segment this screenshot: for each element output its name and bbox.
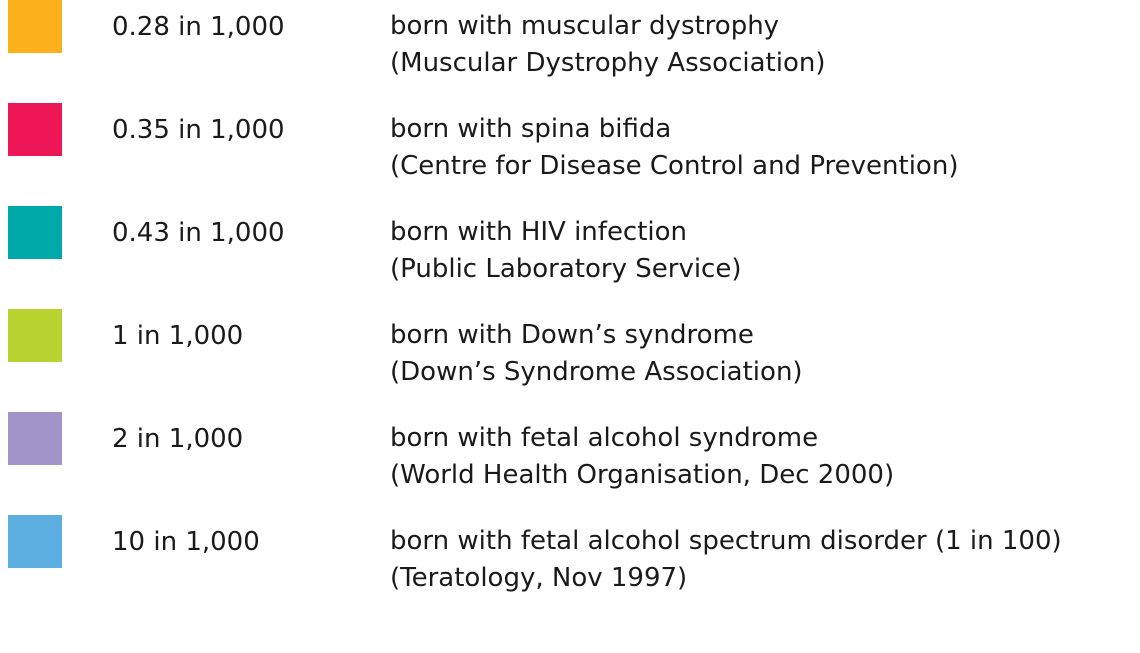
source-text: (Centre for Disease Control and Prevention) <box>390 151 959 181</box>
source-text: (Public Laboratory Service) <box>390 254 742 284</box>
description-block <box>390 420 894 494</box>
source-text: (Teratology, Nov 1997) <box>390 563 688 593</box>
description-block <box>390 8 825 82</box>
source-text: (Down’s Syndrome Association) <box>390 357 803 387</box>
description-block <box>390 111 958 185</box>
color-swatch <box>8 412 62 465</box>
legend-row-spina-bifida <box>0 103 1140 203</box>
legend-row-hiv-infection <box>0 206 1140 306</box>
source-text: (World Health Organisation, Dec 2000) <box>390 460 895 490</box>
legend-row-fetal-alcohol-spectrum-disorder <box>0 515 1140 615</box>
rate-label: 0.28 in 1,000 <box>112 12 285 42</box>
color-swatch <box>8 309 62 362</box>
description-text: born with Down’s syndrome <box>390 320 754 350</box>
rate-label: 10 in 1,000 <box>112 527 260 557</box>
source-text: (Muscular Dystrophy Association) <box>390 48 826 78</box>
description-text: born with fetal alcohol spectrum disorder (1 in 100) <box>390 526 1062 556</box>
description-text: born with muscular dystrophy <box>390 11 780 41</box>
description-text: born with HIV infection <box>390 217 688 247</box>
legend-row-fetal-alcohol-syndrome <box>0 412 1140 512</box>
color-swatch <box>8 0 62 53</box>
description-text: born with spina bifida <box>390 114 672 144</box>
rate-label: 0.35 in 1,000 <box>112 115 285 145</box>
description-block <box>390 523 1062 597</box>
rate-label: 1 in 1,000 <box>112 321 244 351</box>
color-swatch <box>8 103 62 156</box>
description-block <box>390 317 803 391</box>
legend-row-downs-syndrome <box>0 309 1140 409</box>
color-swatch <box>8 206 62 259</box>
rate-label: 2 in 1,000 <box>112 424 244 454</box>
legend-row-muscular-dystrophy <box>0 0 1140 100</box>
color-swatch <box>8 515 62 568</box>
rate-label: 0.43 in 1,000 <box>112 218 285 248</box>
description-block <box>390 214 741 288</box>
description-text: born with fetal alcohol syndrome <box>390 423 819 453</box>
